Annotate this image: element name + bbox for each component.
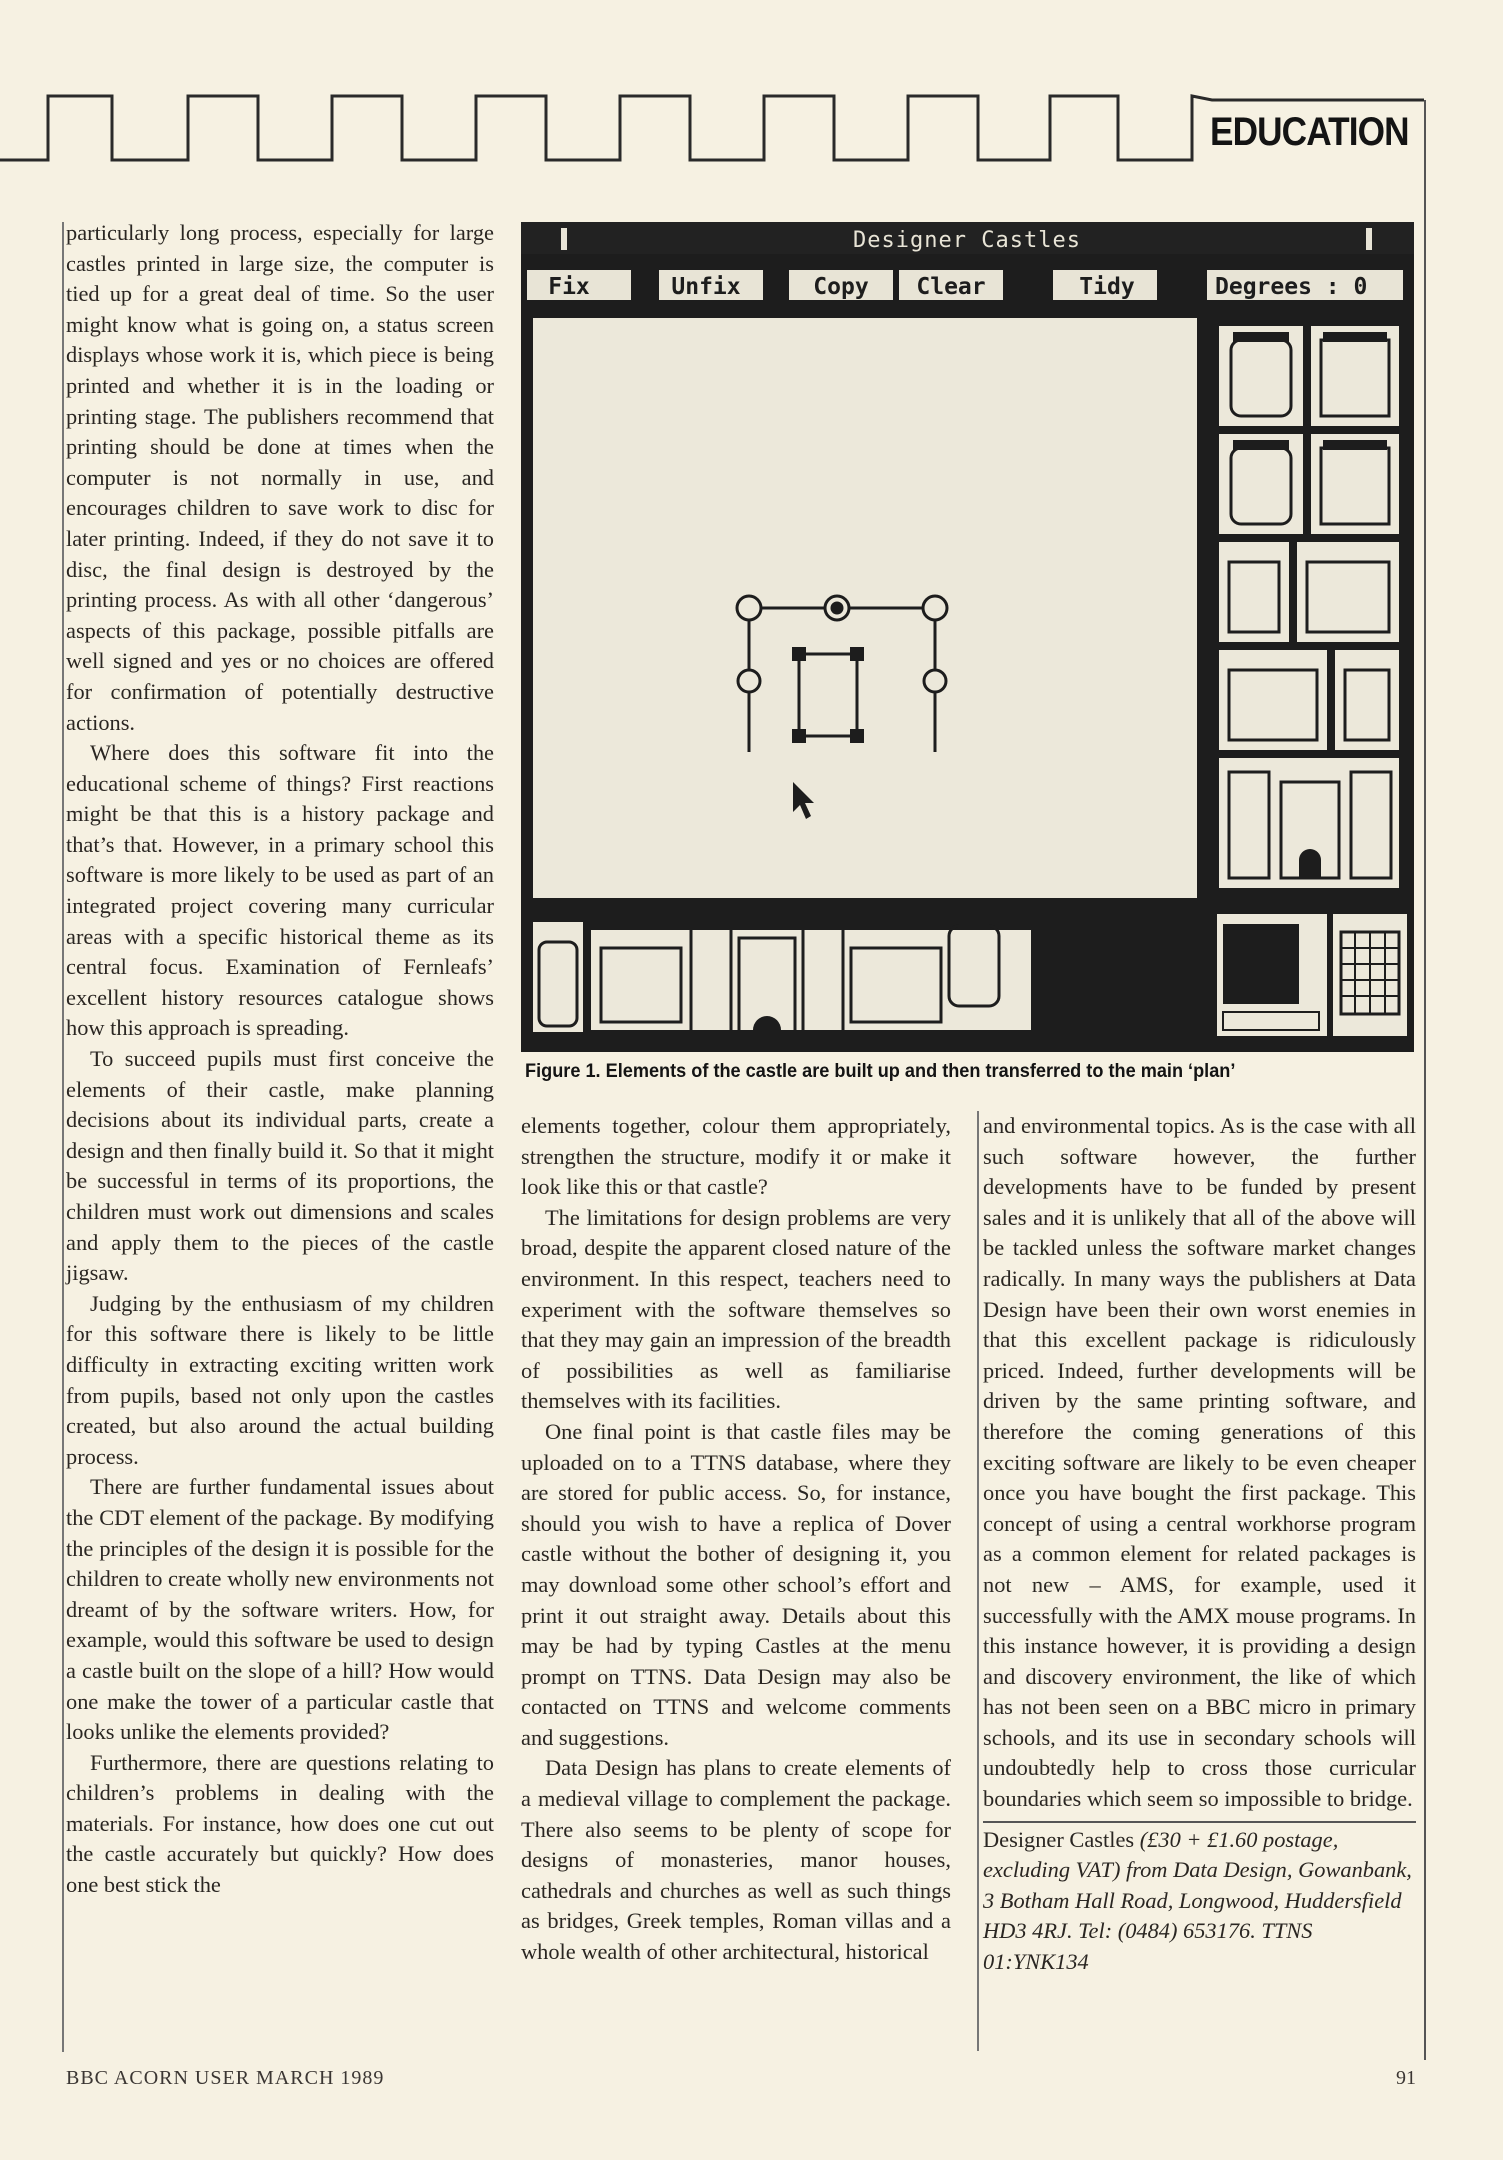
window-title: Designer Castles [853,228,1081,253]
article-column-1 [66,218,494,1901]
unfix-button[interactable]: Unfix [671,274,741,300]
column-rule-right [977,1111,979,2051]
credit-product-name: Designer Castles [983,1826,1135,1852]
paragraph: Furthermore, there are questions relating to children’s problems in dealing with the materials. For instance, how does one cut out the castle accurately but quickly? How does one best stick the [66,1749,494,1898]
element-palette [1211,318,1407,898]
copy-button[interactable]: Copy [813,274,869,300]
right-margin-rule [1424,100,1426,2060]
paragraph: Judging by the enthusiasm of my children for this software there is likely to be little difficulty in extracting exciting written work from pupils, based not only upon the castles created, but also around the actual building process. [66,1290,494,1469]
article-column-3 [983,1111,1416,1978]
page-number: 91 [1396,2067,1416,2089]
section-label: EDUCATION [1210,110,1409,154]
credit-details: (£30 + £1.60 postage, excluding VAT) from Data Design, Gowanbank, 3 Botham Hall Road, Longwood, Huddersfield HD3 4RJ. Tel: (0484) 653176. TTNS 01:YNK134 [983,1826,1412,1975]
paragraph: The limitations for design problems are very broad, despite the apparent closed nature of the environment. In this respect, teachers need to experiment with the software themselves so that they may gain an impression of the breadth of possibilities as well as familiarise themselves with its facilities. [521,1204,951,1414]
paragraph: and environmental topics. As is the case with all such software however, the further developments have to be funded by present sales and it is unlikely that all of the above will be tackled unless the software market changes radically. In many ways the publishers at Data Design have been their own worst enemies in that this excellent package is ridiculously priced. Indeed, further developments will be driven by the same printing software, and therefore the coming generations of this exciting software are likely to be even cheaper once you have bought the first package. This concept of using a central workhorse program as a common element for related packages is not new – AMS, for example, used it successfully with the AMX mouse programs. In this instance however, it is providing a design and discovery environment, the like of which has not been seen on a BBC micro in primary schools, and its use in secondary schools will undoubtedly help to cross those curricular boundaries which seem so impossible to bridge. [983,1113,1416,1812]
degrees-readout: Degrees : 0 [1215,274,1368,300]
article-column-2 [521,1111,951,1968]
paragraph: Where does this software fit into the educational scheme of things? First reactions might be that this is a history package and that’s that. However, in a primary school this software is more likely to be used as part of an integrated project covering many curricular areas with a specific historical theme as its central focus. Examination of Fernleafs’ excellent history resources catalogue shows how this approach is spreading. [66,740,494,1041]
paragraph: particularly long process, especially for large castles printed in large size, the computer is tied up for a great deal of time. So the user might know what is going on, a status screen displays whose work it is, which piece is being printed and whether it is in the loading or printing stage. The publishers recommend that printing should be done at times when the computer is not normally in use, and encourages children to save work to disc for later printing. Indeed, if they do not save it to disc, the final design is destroyed by the printing process. As with all other ‘dangerous’ aspects of this package, possible pitfalls are well signed and yes or no choices are offered for confirmation of potentially destructive actions. [66,220,494,735]
castle-elevation [533,922,1031,1032]
fix-button[interactable]: Fix [548,274,590,300]
paragraph: To succeed pupils must first conceive the elements of their castle, make planning decisions about its individual parts, create a design and then finally build it. So that it might be successful in terms of its proportions, the children must work out dimensions and scales and apply them to the pieces of the castle jigsaw. [66,1046,494,1286]
product-credit [983,1821,1416,1978]
tidy-button[interactable]: Tidy [1079,274,1135,300]
clear-button[interactable]: Clear [916,274,986,300]
paragraph: There are further fundamental issues about the CDT element of the package. By modifying the principles of the design it is possible for the children to create wholly new environments not dreamt of by the software writers. How, for example, would this software be used to design a castle built on the slope of a hill? How would one make the tower of a particular castle that looks unlike the elements provided? [66,1474,494,1745]
footer-publication: BBC ACORN USER MARCH 1989 [66,2067,385,2089]
figure-designer-castles-screen [521,222,1414,1052]
colour-selector[interactable] [1211,908,1407,1042]
paragraph: Data Design has plans to create elements of a medieval village to complement the package. There also seems to be plenty of scope for designs of monasteries, manor houses, cathedrals and churches as well as such things as bridges, Greek temples, Roman villas and a whole wealth of other architectural, historical [521,1755,951,1965]
paragraph: elements together, colour them appropriately, strengthen the structure, modify it or make it look like this or that castle? [521,1113,951,1200]
figure-caption: Figure 1. Elements of the castle are built up and then transferred to the main ‘plan’ [525,1060,1236,1082]
paragraph: One final point is that castle files may be uploaded on to a TTNS database, where they are stored for public access. So, for instance, should you wish to have a replica of Dover castle without the bother of designing it, you may download some other school’s effort and print it out straight away. Details about this may be had by typing Castles at the menu prompt on TTNS. Data Design may also be contacted on TTNS and welcome comments and suggestions. [521,1418,951,1750]
column-rule-left [62,222,64,2052]
